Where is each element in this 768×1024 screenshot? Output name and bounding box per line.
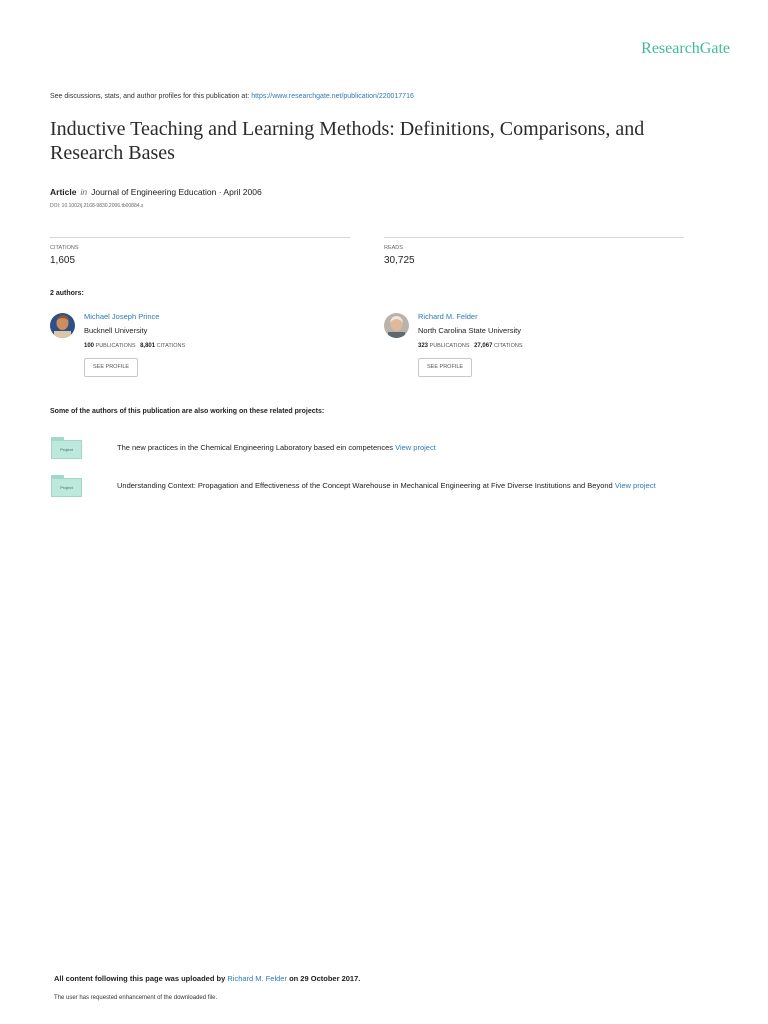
related-project-item (117, 481, 656, 490)
view-project-link[interactable]: View project (395, 443, 436, 452)
reads-count: 30,725 (384, 255, 415, 266)
author-publications-count: 323 (418, 343, 429, 349)
upload-note-date: on 29 October 2017. (289, 974, 361, 983)
author-avatar[interactable] (50, 313, 75, 338)
author-citations-label: CITATIONS (493, 343, 523, 349)
see-profile-button[interactable]: SEE PROFILE (418, 358, 472, 377)
author-citations-count: 8,801 (140, 343, 156, 349)
doi[interactable]: DOI: 10.1002/j.2168-9830.2006.tb00884.x (50, 203, 144, 209)
publication-meta (50, 187, 262, 197)
author-stats (418, 343, 523, 349)
see-discussions-line (50, 93, 414, 100)
project-icon-label: Project (60, 485, 73, 490)
author-name[interactable]: Richard M. Felder (418, 312, 478, 321)
author-avatar[interactable] (384, 313, 409, 338)
upload-note-prefix: All content following this page was uploaded by (54, 974, 226, 983)
author-citations-count: 27,067 (474, 343, 493, 349)
project-title: The new practices in the Chemical Engineering Laboratory based ein competences (117, 443, 393, 452)
enhancement-note: The user has requested enhancement of the downloaded file. (54, 995, 218, 1001)
author-stats (84, 343, 185, 349)
stats-divider-right (384, 237, 684, 238)
author-citations-label: CITATIONS (156, 343, 186, 349)
author-name[interactable]: Michael Joseph Prince (84, 312, 160, 321)
author-publications-label: PUBLICATIONS (429, 343, 470, 349)
see-profile-button[interactable]: SEE PROFILE (84, 358, 138, 377)
project-folder-icon[interactable] (51, 475, 82, 497)
see-line-prefix: See discussions, stats, and author profiles for this publication at: (50, 93, 250, 100)
project-icon-label: Project (60, 447, 73, 452)
view-project-link[interactable]: View project (614, 481, 656, 490)
project-folder-icon[interactable] (51, 437, 82, 459)
authors-heading: 2 authors: (50, 290, 84, 297)
project-title: Understanding Context: Propagation and Effectiveness of the Concept Warehouse in Mechanical Engineering at Five Diverse Institutions and Beyond (117, 481, 613, 490)
researchgate-logo[interactable]: ResearchGate (641, 40, 730, 57)
journal-name[interactable]: Journal of Engineering Education (91, 187, 217, 197)
author-affiliation[interactable]: Bucknell University (84, 326, 148, 335)
uploader-link[interactable]: Richard M. Felder (227, 974, 287, 983)
citations-label: CITATIONS (50, 245, 79, 251)
publication-url-link[interactable]: https://www.researchgate.net/publication/220017716 (251, 93, 414, 100)
related-project-item (117, 443, 436, 452)
author-publications-count: 100 (84, 343, 95, 349)
publication-title: Inductive Teaching and Learning Methods: Definitions, Comparisons, and Research Bases (50, 118, 645, 164)
related-projects-heading: Some of the authors of this publication are also working on these related projects: (50, 408, 325, 415)
author-affiliation[interactable]: North Carolina State University (418, 326, 521, 335)
citations-count[interactable]: 1,605 (50, 255, 76, 266)
publication-date: · April 2006 (218, 187, 262, 197)
meta-in: in (80, 187, 88, 197)
reads-label: READS (384, 245, 403, 251)
upload-note (54, 974, 360, 983)
publication-type: Article (50, 187, 77, 197)
author-publications-label: PUBLICATIONS (95, 343, 136, 349)
stats-divider-left (50, 237, 350, 238)
